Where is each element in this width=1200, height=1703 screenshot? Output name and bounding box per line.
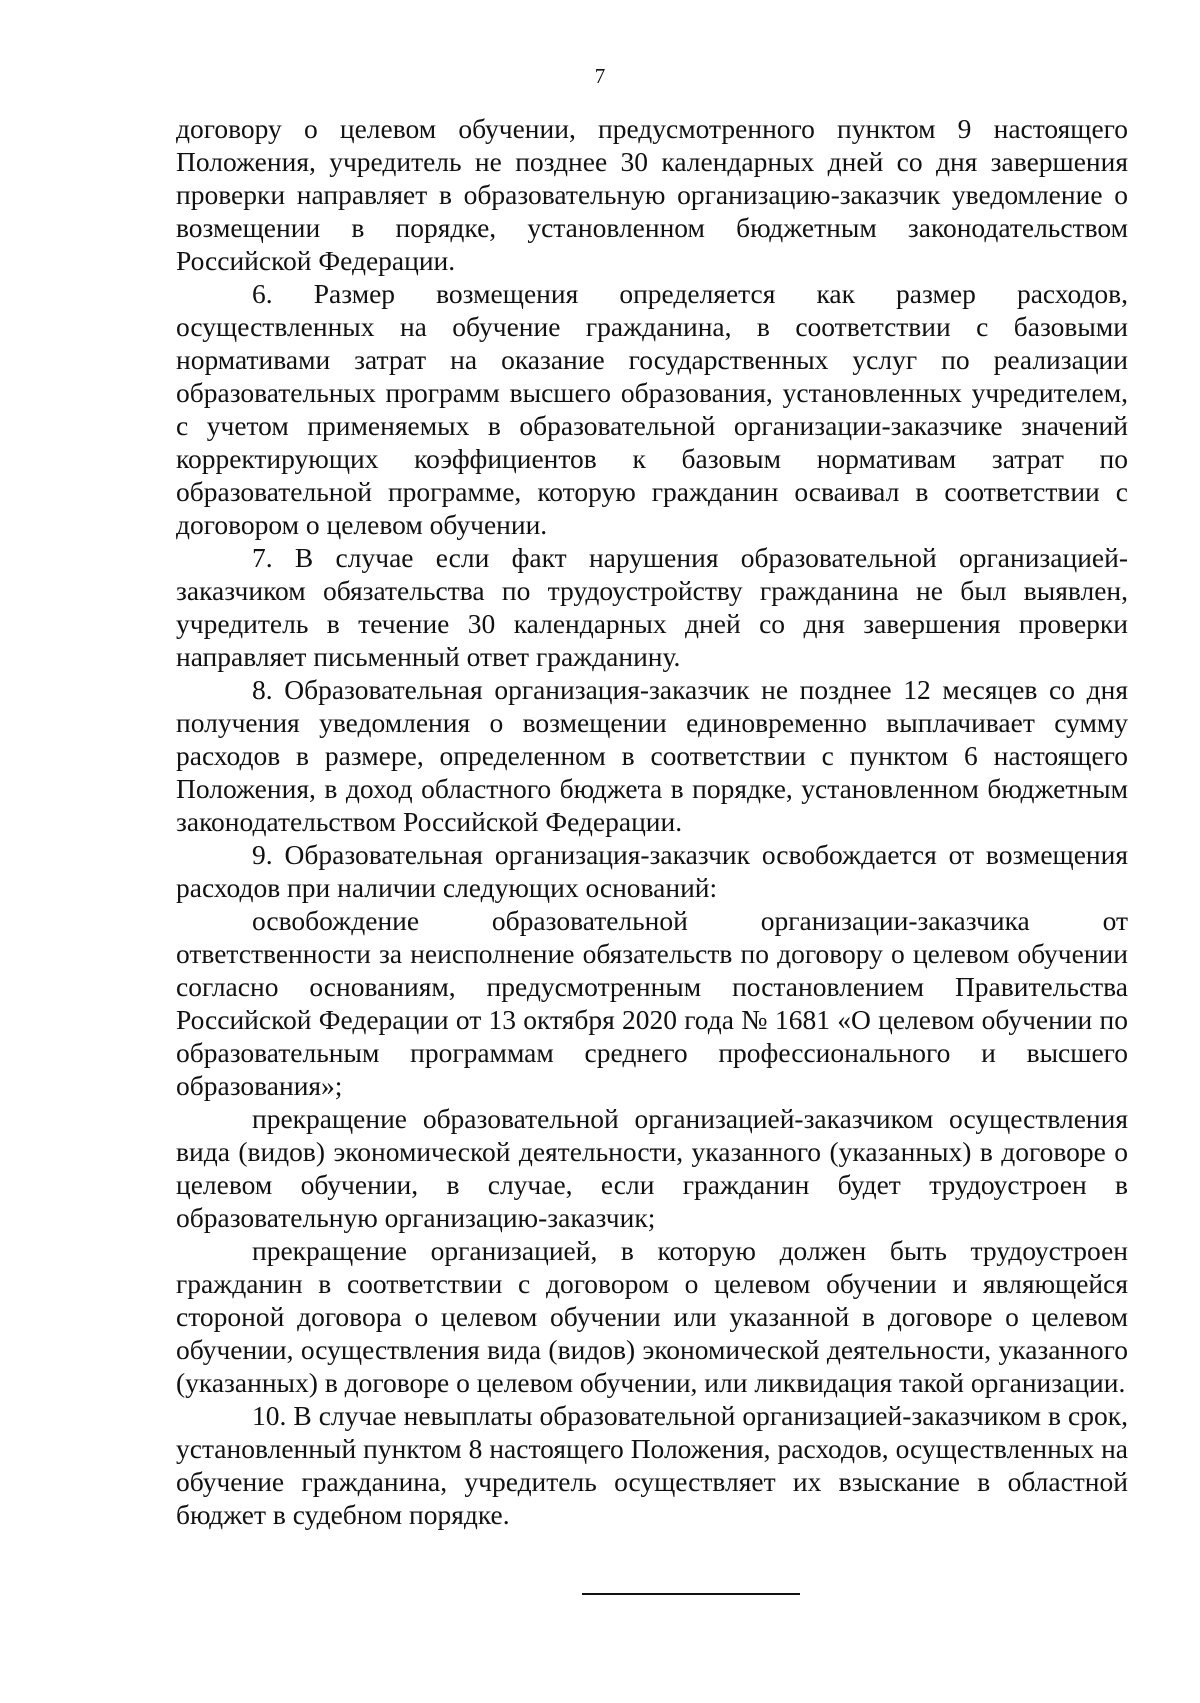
paragraph-item-9: 9. Образовательная организация-заказчик освобождается от возмещения расходов при наличии следующих оснований: [176, 839, 1128, 903]
paragraph-item-7: 7. В случае если факт нарушения образовательной организацией-заказчиком обязательства по трудоустройству гражданина не был выявлен, учредитель в течение 30 календарных дней со дня завершения проверки направляет письменный ответ гражданину. [176, 542, 1128, 672]
document-body [176, 112, 1128, 1531]
paragraph-item-9-ground-2: прекращение образовательной организацией-заказчиком осуществления вида (видов) экономической деятельности, указанного (указанных) в договоре о целевом обучении, в случае, если гражданин будет трудоустроен в образовательную организацию-заказчик; [176, 1103, 1128, 1233]
paragraph-item-10: 10. В случае невыплаты образовательной организацией-заказчиком в срок, установленный пунктом 8 настоящего Положения, расходов, осуществленных на обучение гражданина, учредитель осуществляет их взыскание в областной бюджет в судебном порядке. [176, 1400, 1128, 1530]
paragraph-item-6: 6. Размер возмещения определяется как размер расходов, осуществленных на обучение гражданина, в соответствии с базовыми нормативами затрат на оказание государственных услуг по реализации образовательных программ высшего образования, установленных учредителем, с учетом применяемых в образовательной организации-заказчике значений корректирующих коэффициентов к базовым нормативам затрат по образовательной программе, которую гражданин осваивал в соответствии с договором о целевом обучении. [176, 278, 1128, 540]
paragraph-continuation: договору о целевом обучении, предусмотренного пунктом 9 настоящего Положения, учредитель не позднее 30 календарных дней со дня завершения проверки направляет в образовательную организацию-заказчик уведомление о возмещении в порядке, установленном бюджетным законодательством Российской Федерации. [176, 113, 1128, 276]
paragraph-item-9-ground-3: прекращение организацией, в которую должен быть трудоустроен гражданин в соответствии с договором о целевом обучении и являющейся стороной договора о целевом обучении или указанной в договоре о целевом обучении, осуществления вида (видов) экономической деятельности, указанного (указанных) в договоре о целевом обучении, или ликвидация такой организации. [176, 1235, 1128, 1398]
paragraph-item-8: 8. Образовательная организация-заказчик не позднее 12 месяцев со дня получения уведомления о возмещении единовременно выплачивает сумму расходов в размере, определенном в соответствии с пунктом 6 настоящего Положения, в доход областного бюджета в порядке, установленном бюджетным законодательством Российской Федерации. [176, 674, 1128, 837]
page-number: 7 [594, 64, 606, 88]
paragraph-item-9-ground-1: освобождение образовательной организации-заказчика от ответственности за неисполнение обязательств по договору о целевом обучении согласно основаниям, предусмотренным постановлением Правительства Российской Федерации от 13 октября 2020 года № 1681 «О целевом обучении по образовательным программам среднего профессионального и высшего образования»; [176, 905, 1128, 1101]
end-separator-line [582, 1593, 800, 1595]
